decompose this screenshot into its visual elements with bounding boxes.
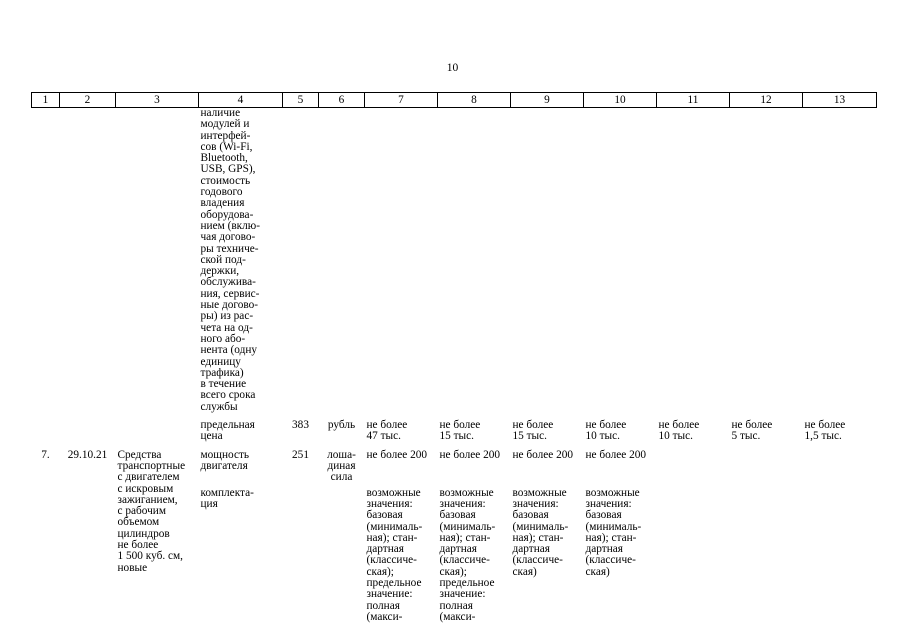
page-number: 10: [446, 62, 459, 74]
equipment-value-col10: возможные значения: базовая (минималь- ная); стан- дартная (классиче- ская): [585, 486, 642, 578]
header-col-10: 10: [584, 93, 657, 108]
price-label: предельная цена: [200, 419, 255, 443]
power-unit: лоша- диная сила: [327, 448, 356, 484]
header-col-4: 4: [199, 93, 283, 108]
price-value-col11: не более 10 тыс.: [658, 419, 700, 443]
power-value-col9: не более 200: [512, 448, 574, 461]
price-code: 383: [292, 419, 309, 432]
header-col-11: 11: [657, 93, 730, 108]
requirements-table: [31, 92, 877, 623]
header-col-13: 13: [803, 93, 877, 108]
item-number: 7.: [41, 448, 50, 461]
okpd-code: 29.10.21: [67, 448, 108, 461]
price-value-col7: не более 47 тыс.: [366, 419, 408, 443]
power-value-col7: не более 200: [366, 448, 428, 461]
power-label: мощность двигателя: [200, 448, 250, 472]
header-col-1: 1: [32, 93, 60, 108]
price-row: [32, 413, 877, 443]
equipment-value-col8: возможные значения: базовая (минималь- ная); стан- дартная (классиче- ская); предельное значение: полная (макси-: [439, 486, 496, 623]
characteristic-text: наличие модулей и интерфей- сов (Wi-Fi, Bluetooth, USB, GPS), стоимость годового владения оборудова- нием (вклю- чая догово- ры техниче- ской под- держки, обслужива- ния, сервис- ные догово- ры) из рас- чета на од- ного або- нента (одну единицу трафика) в течение всего срока службы: [200, 107, 261, 413]
header-col-5: 5: [283, 93, 319, 108]
price-value-col10: не более 10 тыс.: [585, 419, 627, 443]
price-value-col13: не более 1,5 тыс.: [804, 419, 846, 443]
price-value-col9: не более 15 тыс.: [512, 419, 554, 443]
power-value-col10: не более 200: [585, 448, 647, 461]
header-col-12: 12: [730, 93, 803, 108]
equipment-value-col7: возможные значения: базовая (минималь- ная); стан- дартная (классиче- ская); предельное значение: полная (макси-: [366, 486, 423, 623]
power-code: 251: [292, 448, 309, 461]
header-col-7: 7: [365, 93, 438, 108]
item-name: Средства транспортные с двигателем с искровым зажиганием, с рабочим объемом цилиндров не более 1 500 куб. см, новые: [117, 448, 186, 574]
header-col-6: 6: [319, 93, 365, 108]
header-col-8: 8: [438, 93, 511, 108]
column-number-header: [32, 93, 877, 108]
continuation-row: [32, 108, 877, 414]
price-value-col8: не более 15 тыс.: [439, 419, 481, 443]
header-col-2: 2: [60, 93, 116, 108]
equipment-value-col9: возможные значения: базовая (минималь- ная); стан- дартная (классиче- ская): [512, 486, 569, 578]
price-unit: рубль: [327, 419, 356, 432]
item-7-power-row: [32, 443, 877, 488]
price-value-col12: не более 5 тыс.: [731, 419, 773, 443]
header-col-3: 3: [116, 93, 199, 108]
equipment-label: комплекта- ция: [200, 486, 254, 510]
header-col-9: 9: [511, 93, 584, 108]
power-value-col8: не более 200: [439, 448, 501, 461]
